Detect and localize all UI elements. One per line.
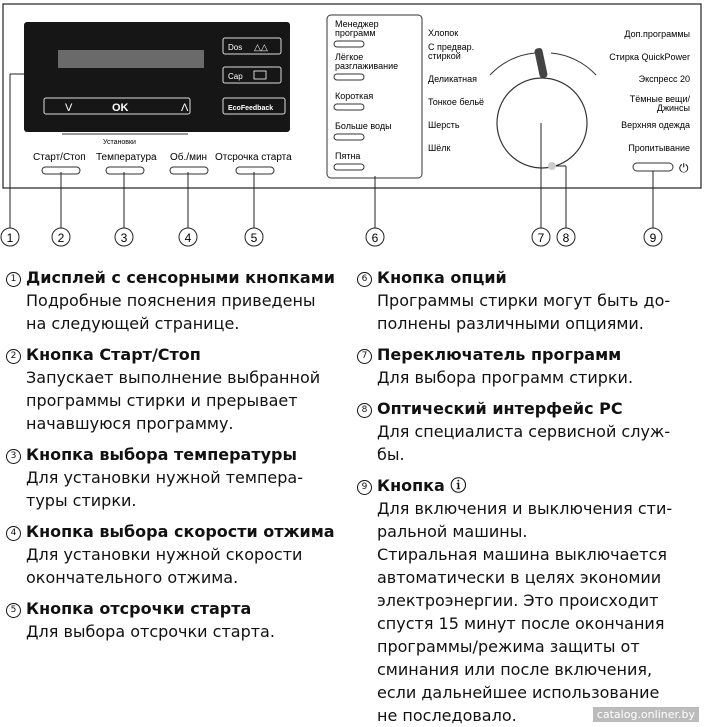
nav-down-button: V bbox=[65, 102, 73, 114]
program-selector-knob[interactable] bbox=[497, 78, 587, 168]
callout-number-7: 7 bbox=[537, 231, 545, 245]
legend-number: 7 bbox=[357, 349, 372, 364]
nav-up-button: Λ bbox=[181, 102, 189, 114]
legend-number: 8 bbox=[357, 403, 372, 418]
legend-title: Оптический интерфейс PC bbox=[377, 399, 623, 418]
legend-item-7 bbox=[357, 343, 703, 389]
program-right-5: Пропитывание bbox=[628, 143, 690, 153]
dos-label: Dos bbox=[228, 43, 243, 52]
program-right-4: Верхняя одежда bbox=[621, 120, 690, 130]
legend-text-line: Для специалиста сервисной служ- bbox=[377, 422, 671, 441]
legend-number: 4 bbox=[6, 526, 21, 541]
program-left-5: Шёлк bbox=[428, 143, 451, 153]
spin-label: Об./мин bbox=[170, 152, 208, 163]
callout-number-2: 2 bbox=[57, 231, 65, 245]
program-left-0: Хлопок bbox=[428, 28, 459, 38]
program-right-0: Доп.программы bbox=[624, 29, 690, 39]
legend-number: 2 bbox=[6, 349, 21, 364]
callout-number-4: 4 bbox=[184, 231, 192, 245]
dial-arc-right bbox=[551, 53, 596, 75]
legend-text-line: сминания или после включения, bbox=[377, 660, 653, 679]
legend-text-line: программы стирки и прерывает bbox=[26, 391, 298, 410]
option-button-3[interactable] bbox=[334, 134, 364, 140]
legend-item-2 bbox=[6, 343, 352, 435]
legend-text-line: Для включения и выключения сти- bbox=[377, 499, 673, 518]
droplets-icon: △△ bbox=[254, 42, 268, 52]
legend-title: Переключатель программ bbox=[377, 345, 622, 364]
legend-text-line: на следующей странице. bbox=[26, 314, 240, 333]
programs-right bbox=[609, 29, 690, 153]
program-right-3: Тёмные вещи/ Джинсы bbox=[629, 94, 690, 113]
callout-number-6: 6 bbox=[371, 231, 379, 245]
option-button-2[interactable] bbox=[334, 104, 364, 110]
program-left-2: Деликатная bbox=[428, 74, 477, 84]
control-panel-diagram bbox=[0, 0, 705, 260]
legend-text-line: начавшуюся программу. bbox=[26, 414, 234, 433]
legend-number: 6 bbox=[357, 272, 372, 287]
temperature-label: Температура bbox=[96, 152, 157, 163]
option-label-1: Лёгкое разглаживание bbox=[335, 52, 399, 71]
option-label-0: Менеджер программ bbox=[335, 19, 379, 38]
legend-text-line: программы/режима защиты от bbox=[377, 637, 640, 656]
options-list bbox=[334, 19, 398, 170]
delay-start-label: Отсрочка старта bbox=[215, 152, 292, 163]
legend-text-line: туры стирки. bbox=[26, 491, 137, 510]
callout-numbers bbox=[1, 228, 662, 246]
start-stop-group bbox=[33, 152, 86, 174]
program-right-1: Стирка QuickPower bbox=[609, 52, 690, 62]
legend-text-line: если дальнейшее использование bbox=[377, 683, 660, 702]
legend-title: Дисплей с сенсорными кнопками bbox=[26, 268, 336, 287]
program-left-4: Шерсть bbox=[428, 120, 460, 130]
legend-text-line: полнены различными опциями. bbox=[377, 314, 644, 333]
legend-item-3 bbox=[6, 443, 352, 512]
option-label-3: Больше воды bbox=[335, 121, 392, 131]
option-button-1[interactable] bbox=[334, 74, 364, 80]
program-left-1: С предвар. стиркой bbox=[428, 42, 475, 61]
display-text-area bbox=[58, 50, 204, 68]
temperature-group bbox=[96, 152, 157, 174]
legend-title: Кнопка опций bbox=[377, 268, 507, 287]
legend-item-9 bbox=[357, 474, 703, 727]
spin-group bbox=[170, 151, 208, 174]
cap-label: Cap bbox=[228, 72, 243, 81]
settings-label: Установки bbox=[103, 139, 136, 146]
legend-title: Кнопка ⓘ bbox=[377, 476, 467, 495]
callout-number-9: 9 bbox=[649, 231, 657, 245]
option-label-4: Пятна bbox=[335, 151, 361, 161]
legend-left-column bbox=[6, 266, 352, 643]
dial-arc-left bbox=[490, 53, 535, 75]
legend-text-line: Стиральная машина выключается bbox=[377, 545, 668, 564]
watermark: catalog.onliner.by bbox=[593, 707, 699, 722]
legend-item-8 bbox=[357, 397, 703, 466]
legend-item-6 bbox=[357, 266, 703, 335]
legend-item-5 bbox=[6, 597, 352, 643]
program-left-3: Тонкое бельё bbox=[428, 97, 485, 107]
legend-text-line: Для выбора программ стирки. bbox=[377, 368, 634, 387]
delay-start-button[interactable] bbox=[236, 167, 274, 174]
legend-text-line: Для установки нужной темпера- bbox=[26, 468, 304, 487]
legend-text-line: бы. bbox=[377, 445, 405, 464]
legend-right-column bbox=[357, 266, 703, 727]
legend-number: 1 bbox=[6, 272, 21, 287]
legend-title: Кнопка выбора скорости отжима bbox=[26, 522, 335, 541]
temperature-button[interactable] bbox=[106, 167, 144, 174]
callout-number-5: 5 bbox=[250, 231, 258, 245]
program-right-2: Экспресс 20 bbox=[638, 74, 690, 84]
legend-title: Кнопка Старт/Стоп bbox=[26, 345, 201, 364]
knob-pointer bbox=[534, 47, 548, 78]
legend-text-line: автоматически в целях экономии bbox=[377, 568, 662, 587]
callout-number-8: 8 bbox=[562, 231, 570, 245]
legend-text-line: Для выбора отсрочки старта. bbox=[26, 622, 275, 641]
legend-number: 9 bbox=[357, 480, 372, 495]
legend-text-line: окончательного отжима. bbox=[26, 568, 239, 587]
spin-button[interactable] bbox=[170, 167, 208, 174]
legend-text-line: Запускает выполнение выбранной bbox=[26, 368, 321, 387]
legend-text-line: ральной машины. bbox=[377, 522, 528, 541]
eco-label: EcoFeedback bbox=[228, 105, 274, 112]
option-button-4[interactable] bbox=[334, 164, 364, 170]
legend-item-1 bbox=[6, 266, 352, 335]
option-button-0[interactable] bbox=[334, 41, 364, 47]
programs-left bbox=[428, 28, 484, 153]
start-stop-label: Старт/Стоп bbox=[33, 152, 86, 163]
legend-number: 5 bbox=[6, 603, 21, 618]
legend-text-line: Подробные пояснения приведены bbox=[26, 291, 316, 310]
option-label-2: Короткая bbox=[335, 91, 374, 101]
legend-number: 3 bbox=[6, 449, 21, 464]
ok-button: OK bbox=[112, 102, 129, 114]
legend-text-line: Для установки нужной скорости bbox=[26, 545, 303, 564]
callout-number-3: 3 bbox=[120, 231, 128, 245]
callout-number-1: 1 bbox=[6, 231, 14, 245]
power-icon: ⏻ bbox=[679, 161, 689, 175]
legend-title: Кнопка отсрочки старта bbox=[26, 599, 252, 618]
legend-text-line: Программы стирки могут быть до- bbox=[377, 291, 671, 310]
legend-title: Кнопка выбора температуры bbox=[26, 445, 297, 464]
legend-text-line: спустя 15 минут после окончания bbox=[377, 614, 665, 633]
legend-text-line: электроэнергии. Это происходит bbox=[377, 591, 659, 610]
legend-item-4 bbox=[6, 520, 352, 589]
legend-text-line: не последовало. bbox=[377, 706, 517, 725]
delay-start-group bbox=[215, 152, 292, 174]
power-button[interactable] bbox=[633, 163, 673, 171]
pc-optical-interface bbox=[548, 162, 556, 170]
